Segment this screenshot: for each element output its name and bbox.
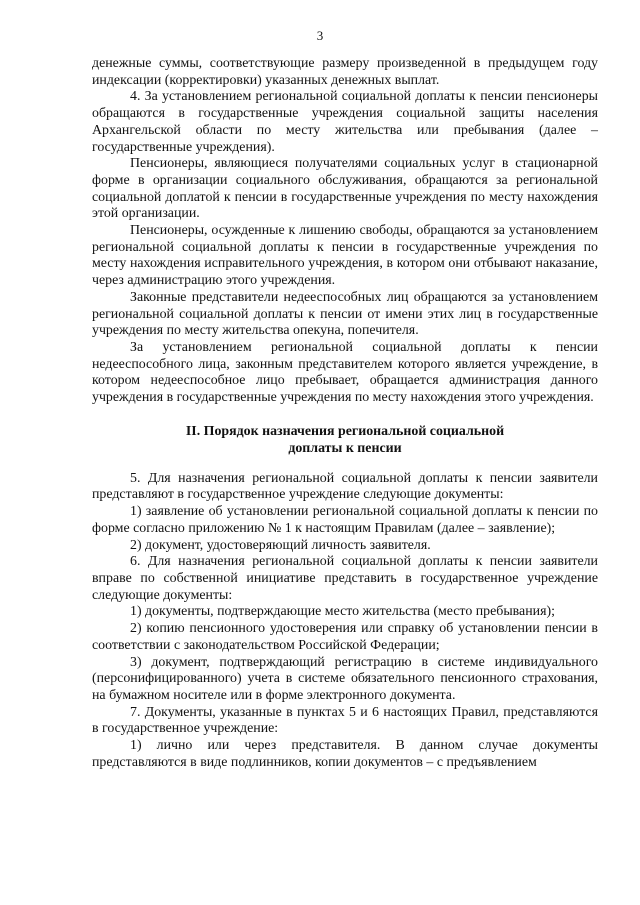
paragraph-item-6-1: 1) документы, подтверждающие место жительства (место пребывания); bbox=[130, 604, 555, 620]
paragraph-item-5-2: 2) документ, удостоверяющий личность заявителя. bbox=[130, 537, 431, 553]
paragraph-item-5-1: 1) заявление об установлении региональной социальной доплаты к пенсии по форме согласно приложению № 1 к настоящим Правилам (далее – заявление); bbox=[92, 504, 598, 536]
paragraph-legal-representatives: Законные представители недееспособных лиц обращаются за установлением региональной социальной доплаты к пенсии от имени этих лиц в государственные учреждения по месту жительства опекуна, попечителя. bbox=[92, 289, 598, 339]
section-heading-line-1: II. Порядок назначения региональной социальной bbox=[185, 423, 505, 439]
paragraph-item-4: 4. За установлением региональной социальной доплаты к пенсии пенсионеры обращаются в государственные учреждения социальной защиты населения Архангельской области по месту жительства или пребывания (далее – государственные учреждения). bbox=[92, 89, 598, 155]
paragraph-item-5: 5. Для назначения региональной социальной доплаты к пенсии заявители представляют в государственное учреждение следующие документы: bbox=[92, 470, 598, 503]
paragraph-item-6: 6. Для назначения региональной социальной доплаты к пенсии заявители вправе по собственной инициативе представить в государственное учреждение следующие документы: bbox=[92, 554, 598, 603]
paragraph-institution-representative: За установлением региональной социальной доплаты к пенсии недееспособного лица, законным представителем которого является учреждение, в котором недееспособное лицо пребывает, обращается администрация данного учреждения в государственные учреждения по месту нахождения этого учреждения. bbox=[92, 339, 598, 406]
paragraph-item-6-3: 3) документ, подтверждающий регистрацию в системе индивидуального (персонифицированного) учета в системе обязательного пенсионного страхования, на бумажном носителе или в форме электронного документа. bbox=[92, 654, 598, 703]
page-number: 3 bbox=[316, 28, 324, 43]
document-body bbox=[92, 56, 598, 771]
paragraph-item-7: 7. Документы, указанные в пунктах 5 и 6 настоящих Правил, представляются в государственное учреждение: bbox=[92, 704, 598, 737]
paragraph-stationary-care: Пенсионеры, являющиеся получателями социальных услуг в стационарной форме в организации социального обслуживания, обращаются за региональной социальной доплатой к пенсии в государственные учреждения по месту нахождения этой организации. bbox=[92, 156, 598, 222]
section-heading bbox=[92, 423, 598, 457]
paragraph-item-6-2: 2) копию пенсионного удостоверения или справку об установлении пенсии в соответствии с законодательством Российской Федерации; bbox=[92, 621, 598, 653]
paragraph-continuation: денежные суммы, соответствующие размеру произведенной в предыдущем году индексации (корректировки) указанных денежных выплат. bbox=[92, 56, 598, 88]
paragraph-item-7-1: 1) лично или через представителя. В данном случае документы представляются в виде подлинников, копии документов – с предъявлением bbox=[92, 738, 598, 770]
paragraph-convicted: Пенсионеры, осужденные к лишению свободы, обращаются за установлением региональной социальной доплаты к пенсии в государственные учреждения по месту нахождения исправительного учреждения, в котором они отбывают наказание, через администрацию этого учреждения. bbox=[92, 223, 598, 289]
section-heading-line-2: доплаты к пенсии bbox=[288, 440, 402, 456]
